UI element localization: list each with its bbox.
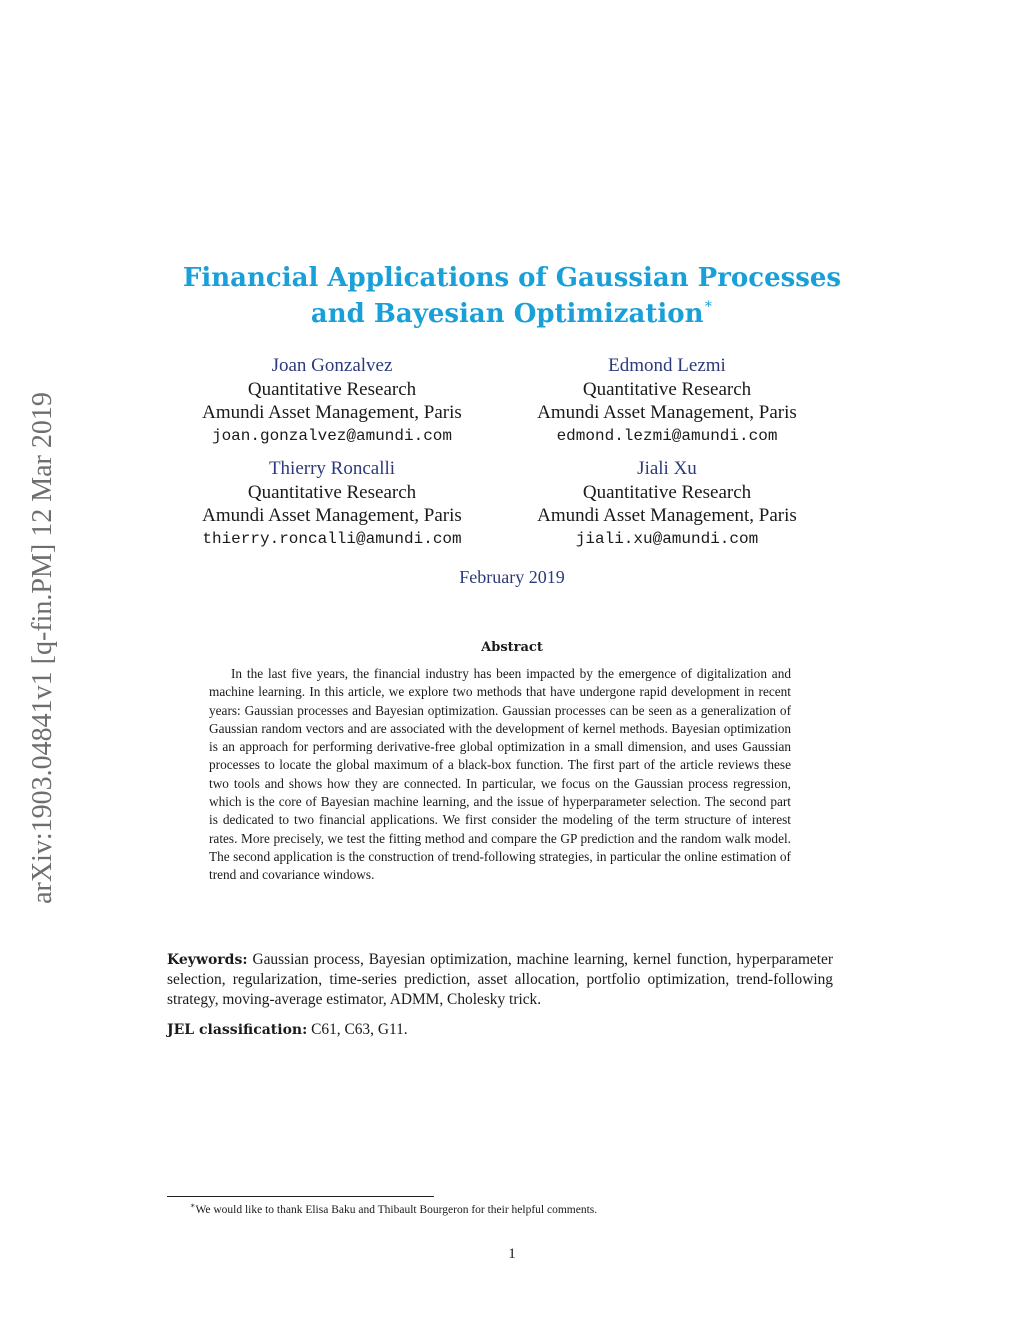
jel-label: JEL classification: [167,1022,308,1038]
keywords-paragraph [167,950,833,1010]
publication-date: February 2019 [459,567,565,587]
author-block-1 [172,354,492,448]
author-affiliation: Amundi Asset Management, Paris [537,402,797,423]
paper-title [0,260,1024,332]
title-line-2 [0,296,1024,332]
author-department: Quantitative Research [247,481,417,503]
author-department: Quantitative Research [582,481,752,503]
footnote-text: We would like to thank Elisa Baku and Thibault Bourgeron for their helpful comments. [195,1203,598,1216]
arxiv-stamp: arXiv:1903.04841v1 [q-fin.PM] 12 Mar 2019 [27,392,58,904]
author-department: Quantitative Research [582,378,752,400]
author-email[interactable]: jiali.xu@amundi.com [575,529,759,548]
page-number: 1 [508,1246,516,1262]
author-name: Joan Gonzalvez [271,355,393,376]
author-email[interactable]: thierry.roncalli@amundi.com [202,529,462,548]
title-footnote-mark: ∗ [703,296,714,312]
footnote [190,1201,597,1216]
author-block-2 [507,354,827,448]
title-line-1: Financial Applications of Gaussian Processes [182,263,842,293]
author-email[interactable]: joan.gonzalvez@amundi.com [211,426,453,445]
author-name: Jiali Xu [637,458,697,479]
keywords-text: Gaussian process, Bayesian optimization, machine learning, kernel function, hyperparameter selection, regularization, time-series prediction, asset allocation, portfolio optimization, trend-following strategy, moving-average estimator, ADMM, Cholesky trick. [167,951,833,1008]
title-line-2-text: and Bayesian Optimization [310,299,704,329]
abstract-text: In the last five years, the financial industry has been impacted by the emergence of digitalization and machine learning. In this article, we explore two methods that have undergone rapid development in recent years: Gaussian processes and Bayesian optimization. Gaussian processes can be seen as a generalization of Gaussian random vectors and are associated with the development of kernel methods. Bayesian optimization is an approach for performing derivative-free global optimization in a small dimension, and uses Gaussian processes to locate the global maximum of a black-box function. The first part of the article reviews these two tools and shows how they are connected. In particular, we focus on the Gaussian process regression, which is the core of Bayesian machine learning, and the issue of hyperparameter selection. The second part is dedicated to two financial applications. We first consider the modeling of the term structure of interest rates. More precisely, we test the fitting method and compare the GP prediction and the random walk model. The second application is the construction of trend-following strategies, in particular the online estimation of trend and covariance windows. [209,666,791,883]
footnote-mark: ∗ [190,1201,196,1210]
jel-paragraph [167,1020,833,1040]
author-department: Quantitative Research [247,378,417,400]
jel-text: C61, C63, G11. [311,1021,408,1038]
abstract-heading: Abstract [481,640,543,655]
author-name: Edmond Lezmi [608,355,726,376]
author-affiliation: Amundi Asset Management, Paris [202,402,462,423]
keywords-label: Keywords: [167,952,248,968]
author-affiliation: Amundi Asset Management, Paris [202,505,462,526]
author-affiliation: Amundi Asset Management, Paris [537,505,797,526]
footnote-divider [167,1196,434,1197]
author-block-3 [172,457,492,551]
author-name: Thierry Roncalli [268,458,396,479]
author-email[interactable]: edmond.lezmi@amundi.com [556,426,778,445]
author-block-4 [507,457,827,551]
